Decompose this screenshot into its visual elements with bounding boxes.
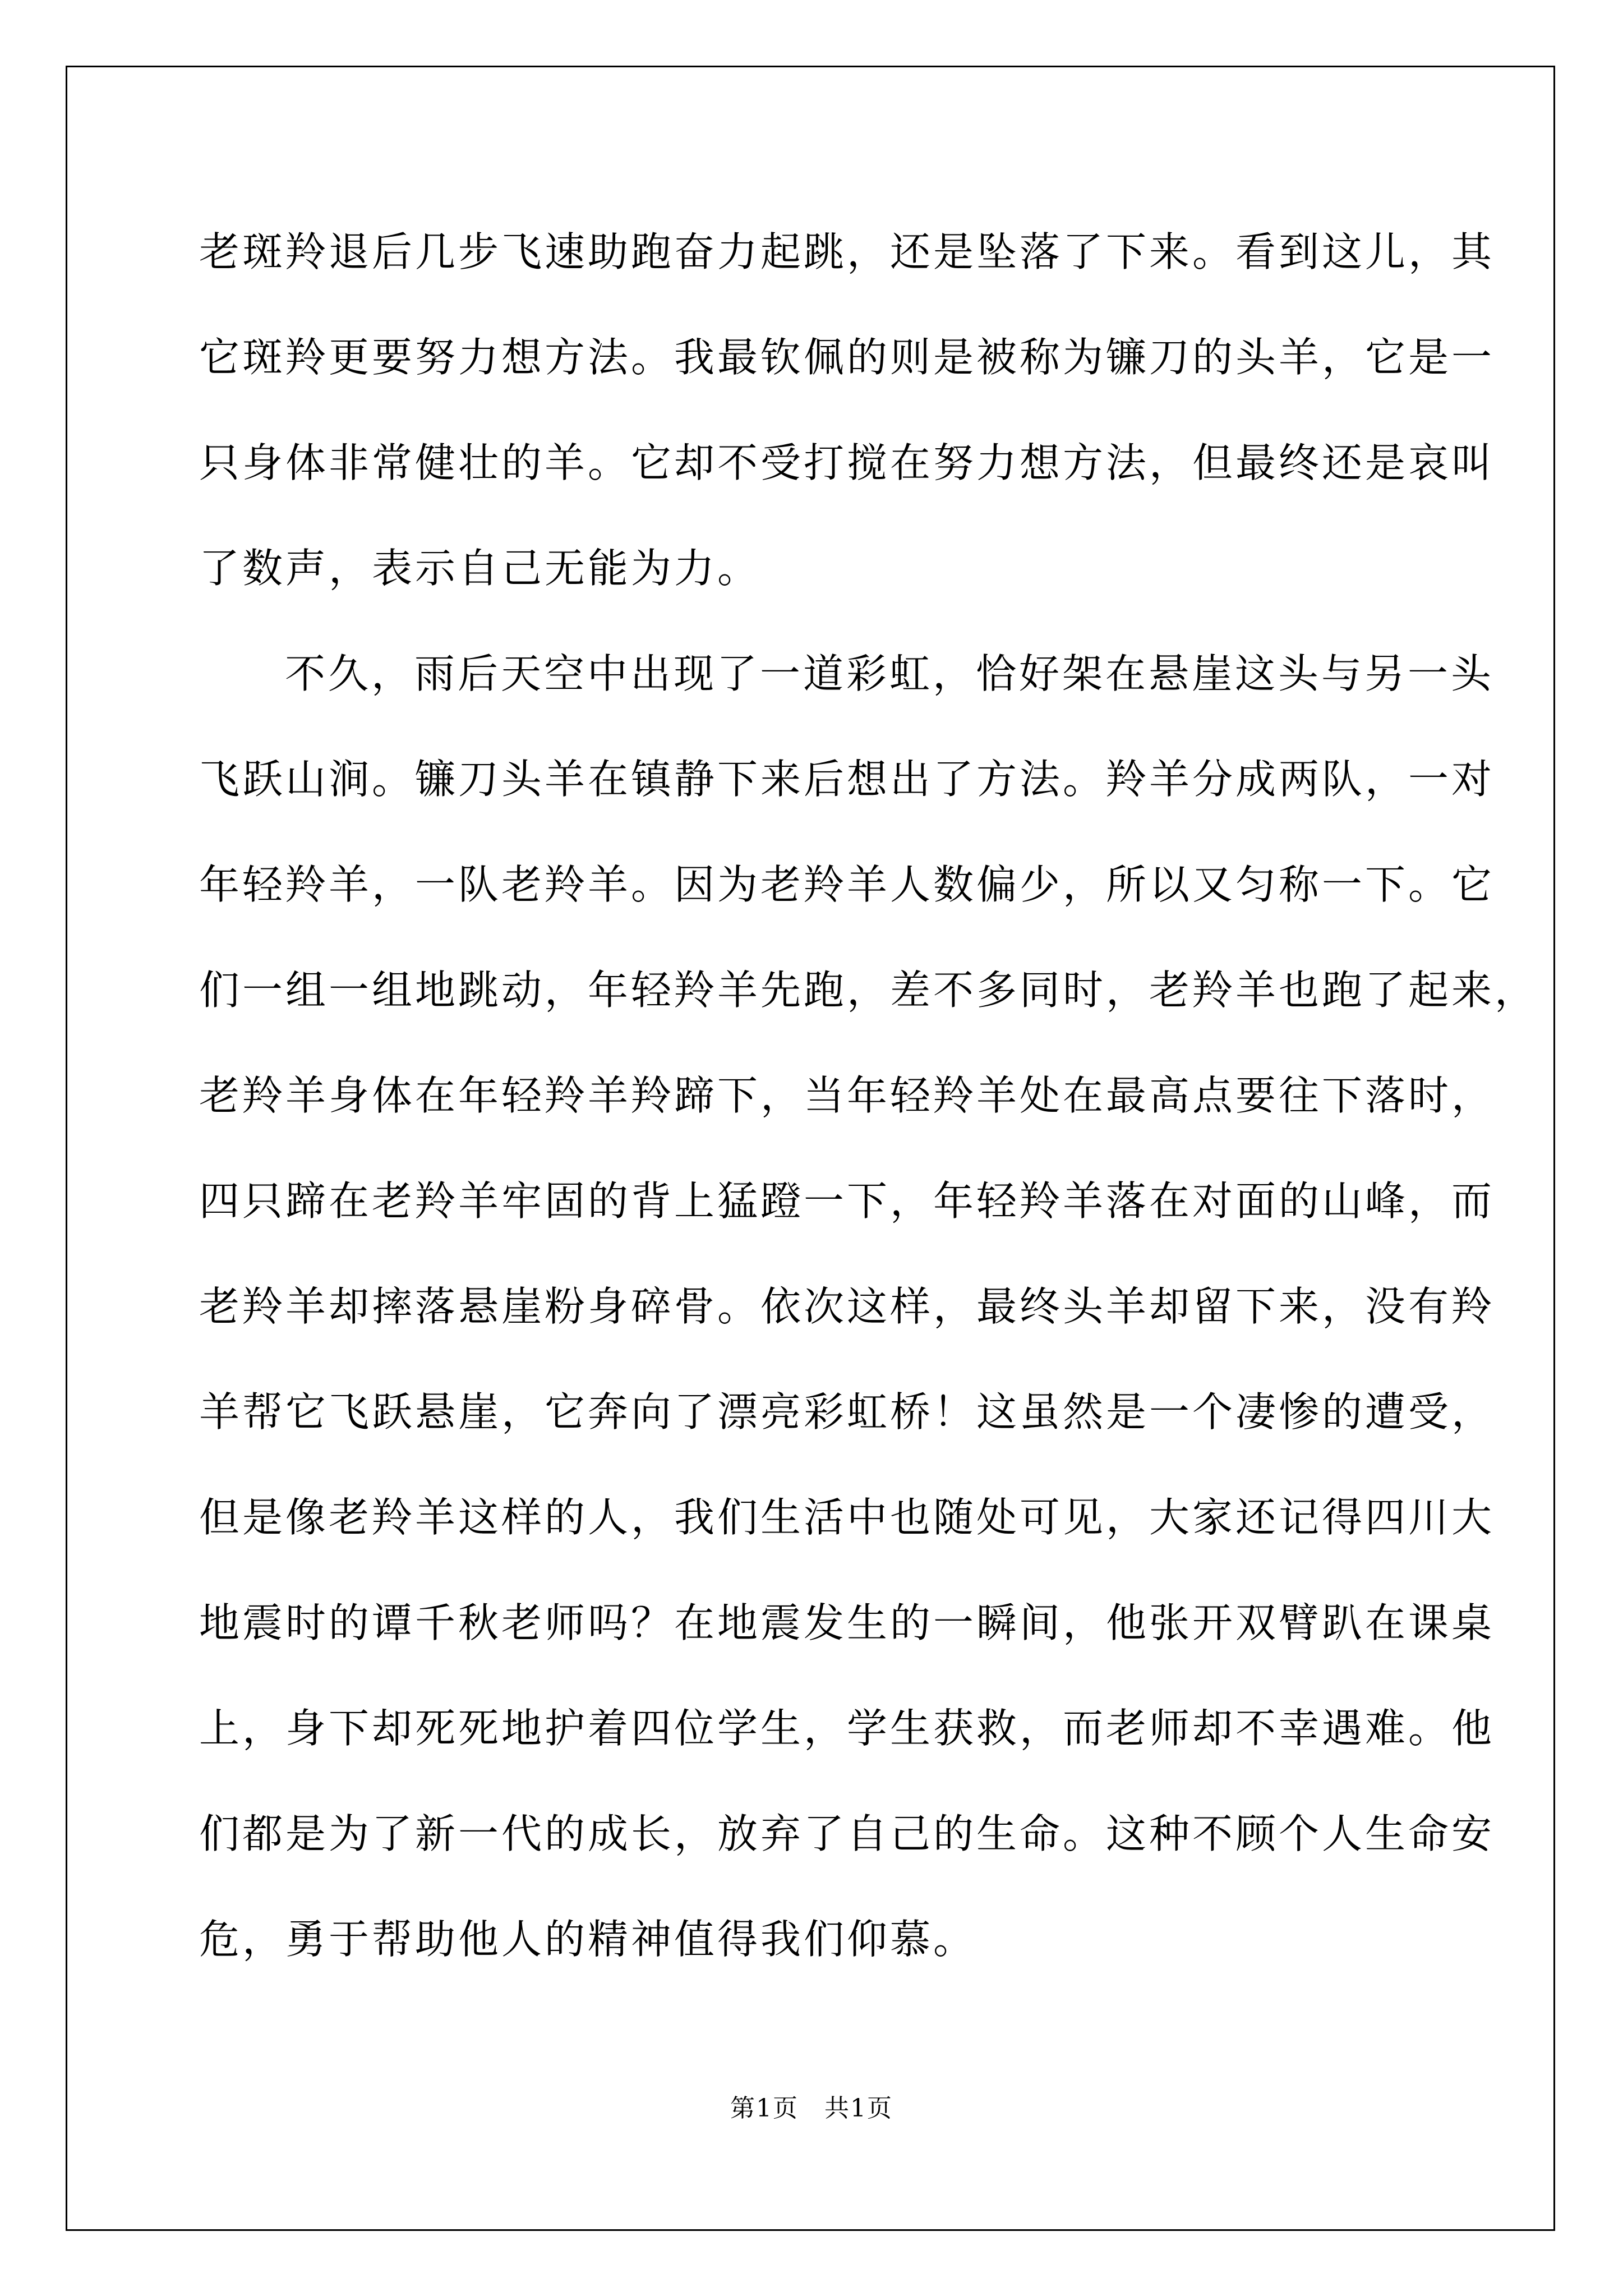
text-line: 它斑羚更要努力想方法。我最钦佩的则是被称为镰刀的头羊，它是一 [199, 334, 1495, 381]
text-line: 但是像老羚羊这样的人，我们生活中也随处可见，大家还记得四川大 [199, 1494, 1495, 1541]
text-line: 们都是为了新一代的成长，放弃了自己的生命。这种不顾个人生命安 [199, 1810, 1495, 1857]
text-line: 老斑羚退后几步飞速助跑奋力起跳，还是坠落了下来。看到这儿，其 [199, 228, 1495, 275]
text-line: 羊帮它飞跃悬崖，它奔向了漂亮彩虹桥！这虽然是一个凄惨的遭受， [199, 1388, 1495, 1435]
text-line: 危，勇于帮助他人的精神值得我们仰慕。 [199, 1916, 977, 1963]
text-line: 老羚羊身体在年轻羚羊羚蹄下，当年轻羚羊处在最高点要往下落时， [199, 1072, 1495, 1119]
document-body [199, 199, 1538, 1992]
text-line: 们一组一组地跳动，年轻羚羊先跑，差不多同时，老羚羊也跑了起来， [199, 967, 1538, 1014]
text-line: 地震时的谭千秋老师吗？在地震发生的一瞬间，他张开双臂趴在课桌 [199, 1599, 1495, 1646]
page-footer: 第1页 共1页 [730, 2094, 893, 2123]
text-line: 飞跃山涧。镰刀头羊在镇静下来后想出了方法。羚羊分成两队，一对 [199, 756, 1495, 803]
text-line-content: 不久，雨后天空中出现了一道彩虹，恰好架在悬崖这头与另一头 [285, 650, 1495, 697]
text-line: 上，身下却死死地护着四位学生，学生获救，而老师却不幸遇难。他 [199, 1705, 1495, 1752]
text-line: 年轻羚羊，一队老羚羊。因为老羚羊人数偏少，所以又匀称一下。它 [199, 861, 1495, 908]
text-line: 四只蹄在老羚羊牢固的背上猛蹬一下，年轻羚羊落在对面的山峰，而 [199, 1177, 1495, 1225]
text-line: 只身体非常健壮的羊。它却不受打搅在努力想方法，但最终还是哀叫 [199, 439, 1495, 486]
text-line: 了数声，表示自己无能为力。 [199, 545, 761, 592]
text-line: 老羚羊却摔落悬崖粉身碎骨。依次这样，最终头羊却留下来，没有羚 [199, 1283, 1495, 1330]
text-line-indented [199, 621, 1495, 726]
